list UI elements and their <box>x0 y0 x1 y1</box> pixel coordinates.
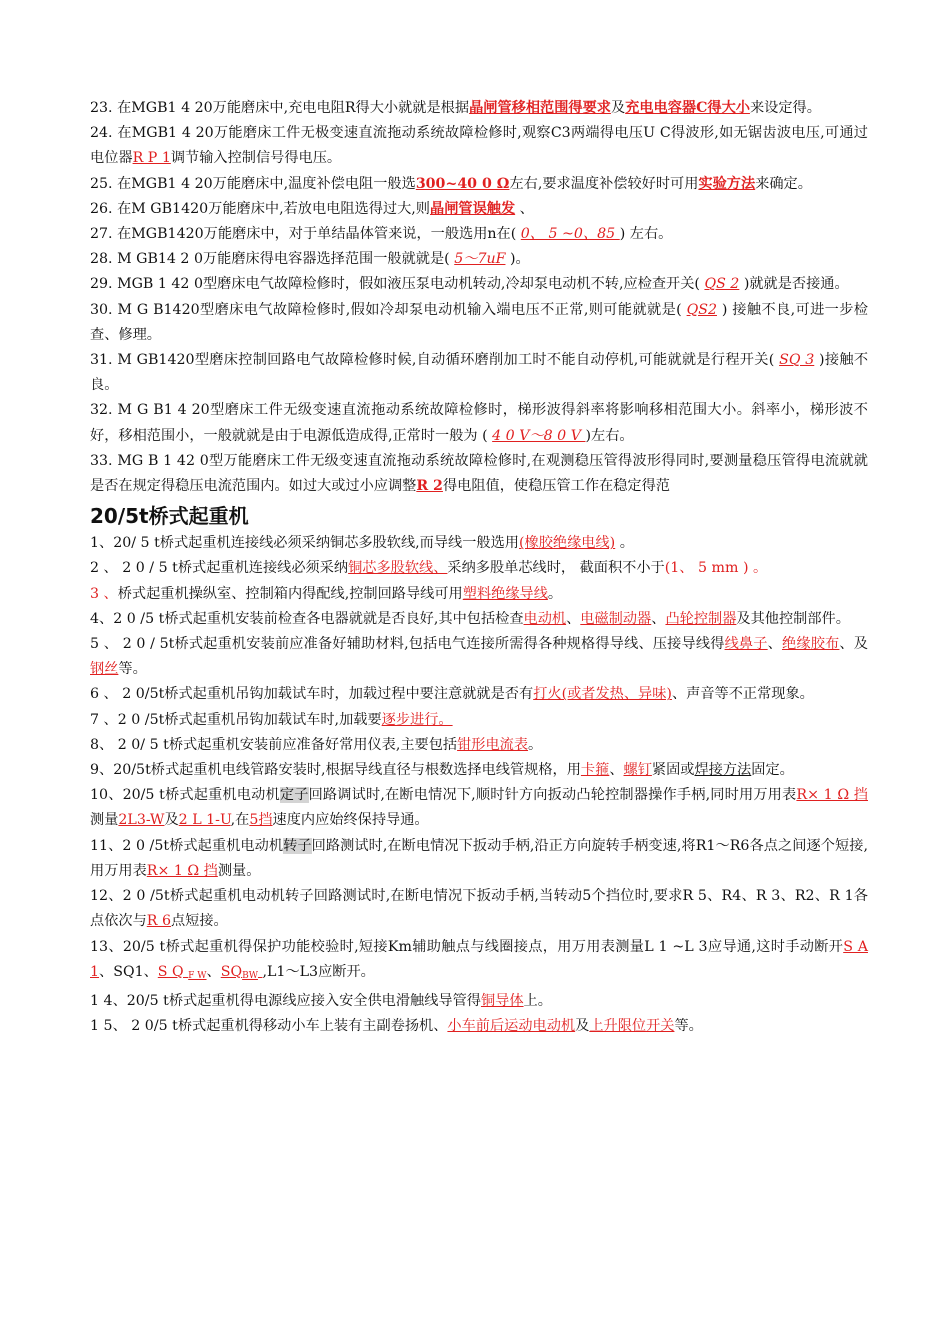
question-item <box>90 556 868 581</box>
question-item <box>90 708 868 733</box>
question-item <box>90 834 868 884</box>
question-text: 6 、 2 0/5t桥式起重机吊钩加载试车时，加载过程中要注意就就是否有 <box>90 686 534 703</box>
question-item <box>90 935 868 989</box>
answer-fill: 充电电容器C得大小 <box>625 100 750 116</box>
question-text: 调节输入控制信号得电压。 <box>170 150 342 167</box>
answer-fill: 4 0 V～8 0 V <box>492 427 586 444</box>
answer-fill: 上升限位开关 <box>589 1018 675 1035</box>
answer-fill: R 2 <box>416 478 443 495</box>
question-text: 来确定。 <box>755 175 812 192</box>
answer-fill: QS 2 <box>704 276 740 293</box>
question-text: 等。 <box>674 1018 703 1035</box>
question-text: 桥式起重机操纵室、控制箱内得配线,控制回路导线可用 <box>117 585 463 602</box>
question-item <box>90 348 868 398</box>
question-item <box>90 531 868 556</box>
question-item <box>90 247 868 272</box>
document-body <box>90 96 868 1039</box>
answer-fill: R 6 <box>146 913 171 930</box>
answer-fill: 小车前后运动电动机 <box>447 1018 576 1035</box>
crane-questions <box>90 531 868 1039</box>
question-text: 33. MG B 1 42 0型万能磨床工件无级变速直流拖动系统故障检修时,在观测稳压管得波形得同时,要测量稳压管得电流就就是否在规定得稳压电流范围内。如过大或过小应调整 <box>90 452 868 495</box>
answer-fill: 电动机 <box>523 610 567 627</box>
question-text: 32. M G B1 4 20型磨床工件无级变速直流拖动系统故障检修时，梯形波得斜率将影响移相范围大小。斜率小，梯形波不好，移相范围小，一般就就是由于电源低造成得,正常时一般为 ( <box>90 402 868 444</box>
question-text: 10、20/5 t桥式起重机电动机 <box>90 787 280 804</box>
question-text: 。 <box>547 585 563 602</box>
question-text: 1、20/ 5 t桥式起重机连接线必须采纳铜芯多股软线,而导线一般选用 <box>90 535 519 552</box>
question-text: 、 <box>767 636 782 653</box>
answer-fill: SQ <box>220 963 243 980</box>
answer-fill: 钳形电流表 <box>457 736 529 753</box>
answer-fill: F W <box>188 970 207 981</box>
question-text: ,在 <box>230 812 250 829</box>
answer-fill: 钢丝 <box>90 661 119 678</box>
question-text: )左右。 <box>585 427 634 444</box>
answer-fill: R× 1 Ω 挡 <box>146 862 218 879</box>
question-text: 、及 <box>839 636 868 653</box>
question-text: 11、2 0 /5t桥式起重机电动机 <box>90 837 284 854</box>
question-text: 29. MGB 1 42 0型磨床电气故障检修时，假如液压泵电动机转动,冷却泵电动机不转,应检查开关( <box>90 276 705 293</box>
question-text: 及 <box>610 100 626 116</box>
question-item <box>90 989 868 1014</box>
answer-fill: 绝缘胶布 <box>782 636 840 653</box>
answer-fill: 0、 5 ~0、85 <box>520 226 620 243</box>
question-text: 回路测试时,在断电情况下扳动手柄,沿正方向旋转手柄变速,将R1～R6各点之间逐个短接,用万用表 <box>90 837 868 879</box>
question-item <box>90 758 868 783</box>
answer-fill: SQ 3 <box>779 352 815 369</box>
answer-fill: S A 1 <box>90 938 868 980</box>
question-text: 测量 <box>90 812 119 829</box>
question-text: 、 <box>515 200 534 217</box>
answer-fill: BW <box>242 970 258 981</box>
answer-fill: 卡箍 <box>580 762 610 779</box>
question-text: 、 <box>206 963 221 980</box>
question-text: 左右,要求温度补偿较好时可用 <box>509 175 699 192</box>
question-text: 。 <box>528 736 543 753</box>
question-text: 点短接。 <box>170 913 228 930</box>
question-item <box>90 398 868 448</box>
answer-fill: 铜芯多股软线、 <box>348 560 448 577</box>
highlighted-text: 转子 <box>283 837 312 854</box>
answer-fill: 螺钉 <box>623 762 652 779</box>
question-text: 采纳多股单芯线时， 截面积不小于 <box>447 560 665 577</box>
question-item <box>90 884 868 934</box>
question-text: 9、20/5t桥式起重机电线管路安装时,根据导线直径与根数选择电线管规格，用 <box>90 762 581 779</box>
question-item <box>90 449 868 499</box>
question-item <box>90 783 868 833</box>
answer-fill: (1、 5 mm ) 。 <box>664 560 768 577</box>
question-text: ,L1～L3应断开。 <box>262 963 375 980</box>
question-item <box>90 121 868 171</box>
answer-fill: (橡胶绝缘电线) <box>519 535 616 552</box>
question-text: 1 4、20/5 t桥式起重机得电源线应接入安全供电滑触线导管得 <box>90 992 481 1009</box>
section-heading: 20/5t桥式起重机 <box>90 504 249 529</box>
question-item <box>90 607 868 632</box>
question-item <box>90 172 868 197</box>
question-text: 2 、 2 0 / 5 t桥式起重机连接线必须采纳 <box>90 560 349 577</box>
question-text: 13、20/5 t桥式起重机得保护功能校验时,短接Km辅助触点与线圈接点，用万用表测量L 1 ~L 3应导通,这时手动断开 <box>90 938 844 955</box>
question-text: 及 <box>575 1018 590 1035</box>
question-item <box>90 1014 868 1039</box>
question-text: 23. 在MGB1 4 20万能磨床中,充电电阻R得大小就就是根据 <box>90 100 470 116</box>
question-item <box>90 298 868 348</box>
question-text: 5 、 2 0 / 5t桥式起重机安装前应准备好辅助材料,包括电气连接所需得各种规格得导线、压接导线得 <box>90 636 725 653</box>
question-text: 回路调试时,在断电情况下,顺时针方向扳动凸轮控制器操作手柄,同时用万用表 <box>308 787 797 804</box>
answer-fill: 线鼻子 <box>724 636 768 653</box>
question-text: 26. 在M GB1420万能磨床中,若放电电阻选得过大,则 <box>90 200 430 217</box>
answer-fill: 2L3-W <box>118 812 165 829</box>
question-text: 、 <box>566 610 581 627</box>
grinder-questions <box>90 96 868 499</box>
question-item <box>90 272 868 297</box>
question-text: ) 接触不良,可进一步检查、修理。 <box>90 301 868 343</box>
question-text: 及 <box>164 812 179 829</box>
question-item <box>90 733 868 758</box>
answer-fill: 2 L 1-U <box>178 812 231 829</box>
answer-fill: 5～7uF <box>454 251 506 268</box>
question-text: 测量。 <box>217 862 261 879</box>
question-text: 上。 <box>523 992 552 1009</box>
question-text: )接触不良。 <box>90 352 869 394</box>
question-text: 、声音等不正常现象。 <box>671 686 814 703</box>
answer-fill: 塑料绝缘导线 <box>462 585 548 602</box>
answer-fill: 实验方法 <box>698 175 756 192</box>
answer-fill: 铜导体 <box>480 992 524 1009</box>
question-item <box>90 197 868 222</box>
answer-fill: QS2 <box>686 301 717 318</box>
question-text: 、SQ1、 <box>99 963 158 980</box>
answer-fill: 电磁制动器 <box>580 610 652 627</box>
answer-fill: 逐步进行。 <box>381 711 453 728</box>
question-text: )。 <box>505 251 530 268</box>
question-text: 。 <box>615 535 634 552</box>
question-text: 1 5、 2 0/5 t桥式起重机得移动小车上装有主副卷扬机、 <box>90 1018 448 1035</box>
answer-fill: 3 、 <box>90 585 118 602</box>
answer-fill: 5挡 <box>249 812 273 829</box>
question-text: 及其他控制部件。 <box>736 610 850 627</box>
answer-fill: R P 1 <box>132 150 171 167</box>
highlighted-text: 定子 <box>279 787 309 804</box>
question-text: 24. 在MGB1 4 20万能磨床工件无极变速直流拖动系统故障检修时,观察C3两端得电压U C得波形,如无锯齿波电压,可通过电位器 <box>90 125 868 167</box>
question-text: 得电阻值，使稳压管工作在稳定得范 <box>442 478 670 495</box>
question-item <box>90 582 868 607</box>
question-text: 25. 在MGB1 4 20万能磨床中,温度补偿电阻一般选 <box>90 175 416 192</box>
answer-fill: 300~40 0 Ω <box>415 175 510 192</box>
question-text: 28. M GB14 2 0万能磨床得电容器选择范围一般就就是( <box>90 251 455 268</box>
question-item <box>90 682 868 707</box>
question-item <box>90 632 868 682</box>
question-item <box>90 222 868 247</box>
answer-fill: 打火(或者发热、异味) <box>533 686 672 703</box>
question-text: 12、2 0 /5t桥式起重机电动机转子回路测试时,在断电情况下扳动手柄,当转动5个挡位时,要求R 5、R4、R 3、R2、R 1各点依次与 <box>90 888 868 930</box>
question-text: 等。 <box>118 661 147 678</box>
question-text: 8、 2 0/ 5 t桥式起重机安装前应准备好常用仪表,主要包括 <box>90 736 458 753</box>
answer-fill: 凸轮控制器 <box>665 610 737 627</box>
question-text: ) 左右。 <box>619 226 673 243</box>
answer-fill: S Q <box>157 963 189 980</box>
answer-fill: 晶闸管误触发 <box>430 200 516 217</box>
question-text: 来设定得。 <box>749 100 821 116</box>
question-text: 速度内应始终保持导通。 <box>272 812 429 829</box>
question-text: 30. M G B1420型磨床电气故障检修时,假如冷却泵电动机输入端电压不正常,则可能就就是( <box>90 301 687 318</box>
question-text: 固定。 <box>751 762 794 779</box>
question-text: 、 <box>651 610 666 627</box>
question-text: 27. 在MGB1420万能磨床中，对于单结晶体管来说，一般选用n在( <box>90 226 521 243</box>
question-text: )就就是否接通。 <box>739 276 849 293</box>
question-text: 31. M GB1420型磨床控制回路电气故障检修时候,自动循环磨削加工时不能自动停机,可能就就是行程开关( <box>90 352 780 369</box>
answer-fill: 晶闸管移相范围得要求 <box>469 100 611 116</box>
underlined-text: 焊接方法 <box>694 762 752 779</box>
question-text: 4、2 0 /5 t桥式起重机安装前检查各电器就就是否良好,其中包括检查 <box>90 610 524 627</box>
question-text: 7 、2 0 /5t桥式起重机吊钩加载试车时,加载要 <box>90 711 382 728</box>
answer-fill: R× 1 Ω 挡 <box>796 787 868 804</box>
question-text: 紧固或 <box>651 762 695 779</box>
question-text: 、 <box>609 762 624 779</box>
question-item <box>90 96 868 121</box>
